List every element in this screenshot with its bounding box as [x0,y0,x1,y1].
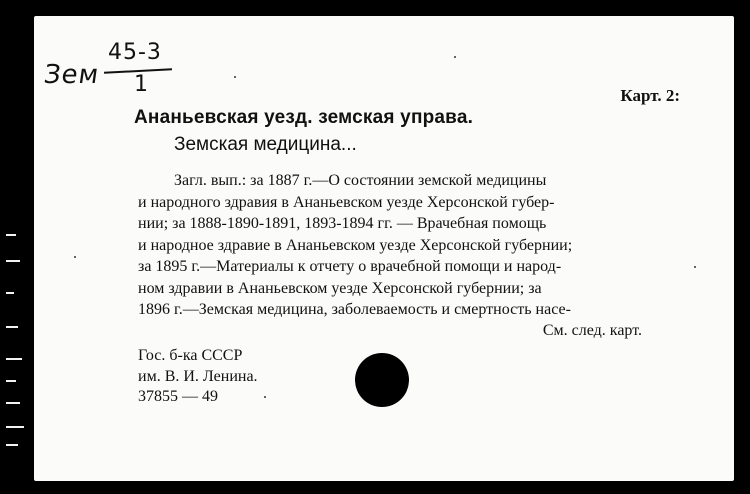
speck [694,266,696,268]
body-line: и народного здравия в Ананьевском уезде Херсонской губер- [138,193,555,211]
punch-hole [355,353,409,407]
speck [234,76,236,78]
card-number: Карт. 2: [620,86,680,105]
body-line: Загл. вып.: за 1887 г.—О состоянии земской медицины [174,172,547,189]
library-line: им. В. И. Ленина. [138,367,258,385]
scan-edge-noise [2,230,26,470]
shelfmark-number: 45-3 [108,40,162,65]
shelfmark-denominator: 1 [134,72,148,97]
body-line: ном здравии в Ананьевском уезде Херсонской губернии; за [138,279,542,297]
library-stamp [138,346,258,408]
library-line: 37855 — 49 [138,388,218,405]
shelfmark [41,40,214,100]
body-line: 1896 г.—Земская медицина, заболеваемость и смертность насе- [138,301,571,318]
card-subtitle: Земская медицина... [174,134,357,155]
continuation-note: См. след. карт. [542,322,642,339]
card-title: Ананьевская уезд. земская управа. [134,107,474,128]
shelfmark-prefix: Зем [41,60,102,90]
speck [74,256,76,258]
speck [454,56,456,58]
speck [264,396,266,398]
library-line: Гос. б-ка СССР [138,347,243,364]
catalog-card [34,16,734,481]
body-line: за 1895 г.—Материалы к отчету о врачебной помощи и народ- [138,258,562,275]
body-line: и народное здравие в Ананьевском уезде Херсонской губернии; [138,236,573,254]
card-body [138,170,644,321]
body-line: нии; за 1888-1890-1891, 1893-1894 гг. — Врачебная помощь [138,215,547,232]
